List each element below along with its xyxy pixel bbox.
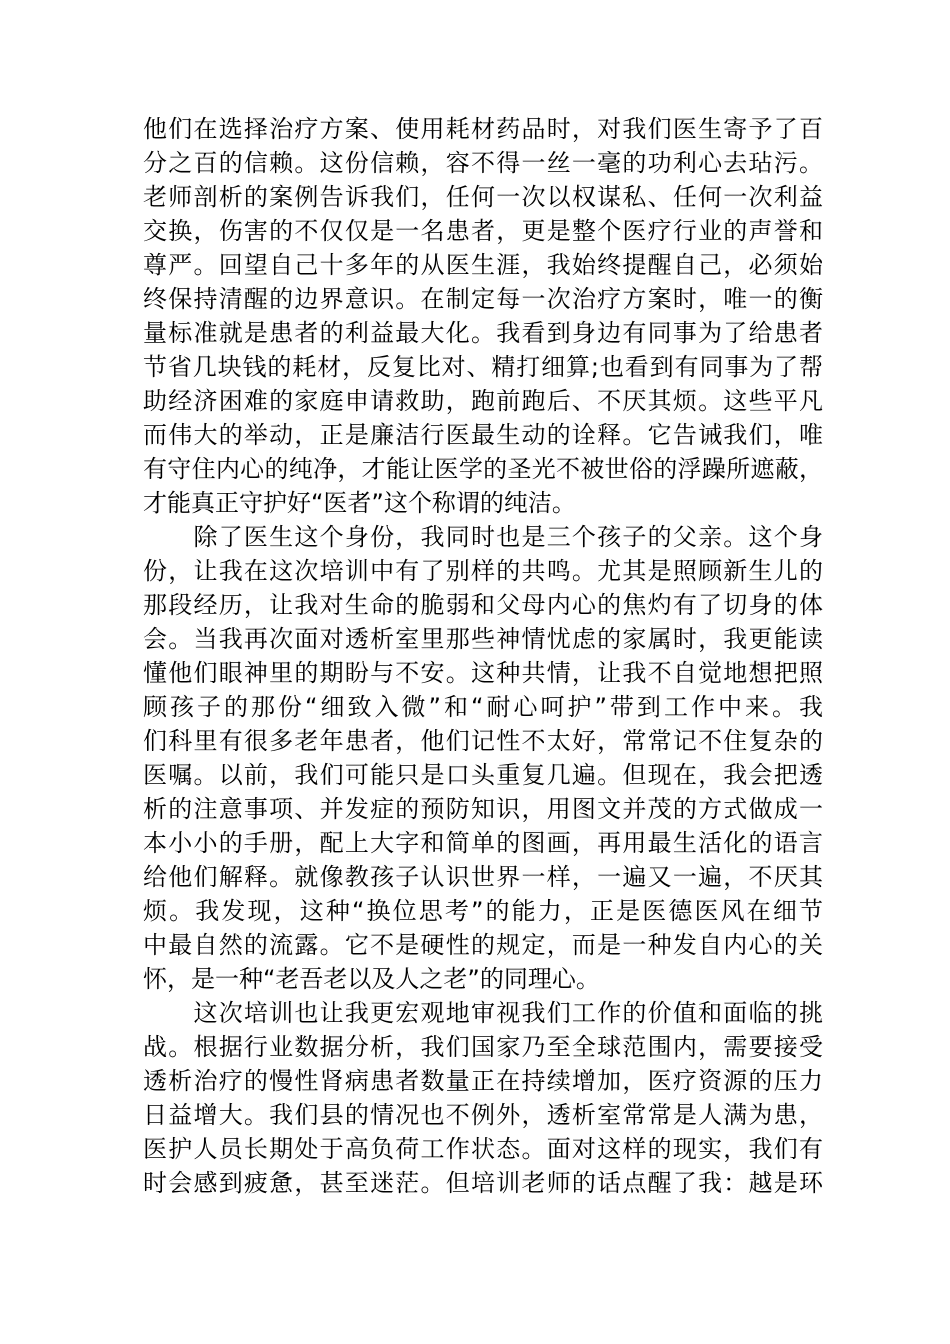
text-line: 中最自然的流露。它不是硬性的规定，而是一种发自内心的关 (143, 931, 823, 959)
text-line: 除了医生这个身份，我同时也是三个孩子的父亲。这个身 (143, 523, 823, 551)
text-line: 时会感到疲惫，甚至迷茫。但培训老师的话点醒了我：越是环 (143, 1169, 823, 1197)
text-line: 才能真正守护好“医者”这个称谓的纯洁。 (143, 489, 576, 517)
text-line: 助经济困难的家庭申请救助，跑前跑后、不厌其烦。这些平凡 (143, 387, 823, 415)
text-line: 析的注意事项、并发症的预防知识，用图文并茂的方式做成一 (143, 795, 823, 823)
paragraph-3 (143, 996, 823, 1200)
text-line: 分之百的信赖。这份信赖，容不得一丝一毫的功利心去玷污。 (143, 149, 823, 177)
text-line: 有守住内心的纯净，才能让医学的圣光不被世俗的浮躁所遮蔽， (143, 455, 823, 483)
text-line: 们科里有很多老年患者，他们记性不太好，常常记不住复杂的 (143, 727, 823, 755)
paragraph-1 (143, 112, 823, 520)
text-line: 医嘱。以前，我们可能只是口头重复几遍。但现在，我会把透 (143, 761, 823, 789)
text-line: 本小小的手册，配上大字和简单的图画，再用最生活化的语言 (143, 829, 823, 857)
text-line: 节省几块钱的耗材，反复比对、精打细算;也看到有同事为了帮 (143, 353, 823, 381)
text-line: 尊严。回望自己十多年的从医生涯，我始终提醒自己，必须始 (143, 251, 823, 279)
text-line: 他们在选择治疗方案、使用耗材药品时，对我们医生寄予了百 (143, 115, 823, 143)
text-line: 日益增大。我们县的情况也不例外，透析室常常是人满为患， (143, 1101, 823, 1129)
text-line: 那段经历，让我对生命的脆弱和父母内心的焦灼有了切身的体 (143, 591, 823, 619)
text-line: 怀，是一种“老吾老以及人之老”的同理心。 (143, 965, 600, 993)
text-line: 医护人员长期处于高负荷工作状态。面对这样的现实，我们有 (143, 1135, 823, 1163)
text-line: 份，让我在这次培训中有了别样的共鸣。尤其是照顾新生儿的 (143, 557, 823, 585)
text-line: 战。根据行业数据分析，我们国家乃至全球范围内，需要接受 (143, 1033, 823, 1061)
paragraph-2 (143, 520, 823, 996)
text-line: 终保持清醒的边界意识。在制定每一次治疗方案时，唯一的衡 (143, 285, 823, 313)
text-line: 透析治疗的慢性肾病患者数量正在持续增加，医疗资源的压力 (143, 1067, 823, 1095)
text-line: 懂他们眼神里的期盼与不安。这种共情，让我不自觉地想把照 (143, 659, 823, 687)
text-line: 会。当我再次面对透析室里那些神情忧虑的家属时，我更能读 (143, 625, 823, 653)
text-line: 烦。我发现，这种“换位思考”的能力，正是医德医风在细节 (143, 897, 823, 925)
document-body (143, 112, 823, 1200)
text-line: 给他们解释。就像教孩子认识世界一样，一遍又一遍，不厌其 (143, 863, 823, 891)
text-line: 交换，伤害的不仅仅是一名患者，更是整个医疗行业的声誉和 (143, 217, 823, 245)
text-line: 顾孩子的那份“细致入微”和“耐心呵护”带到工作中来。我 (143, 693, 823, 721)
text-line: 量标准就是患者的利益最大化。我看到身边有同事为了给患者 (143, 319, 823, 347)
text-line: 老师剖析的案例告诉我们，任何一次以权谋私、任何一次利益 (143, 183, 823, 211)
text-line: 而伟大的举动，正是廉洁行医最生动的诠释。它告诫我们，唯 (143, 421, 823, 449)
text-line: 这次培训也让我更宏观地审视我们工作的价值和面临的挑 (143, 999, 823, 1027)
